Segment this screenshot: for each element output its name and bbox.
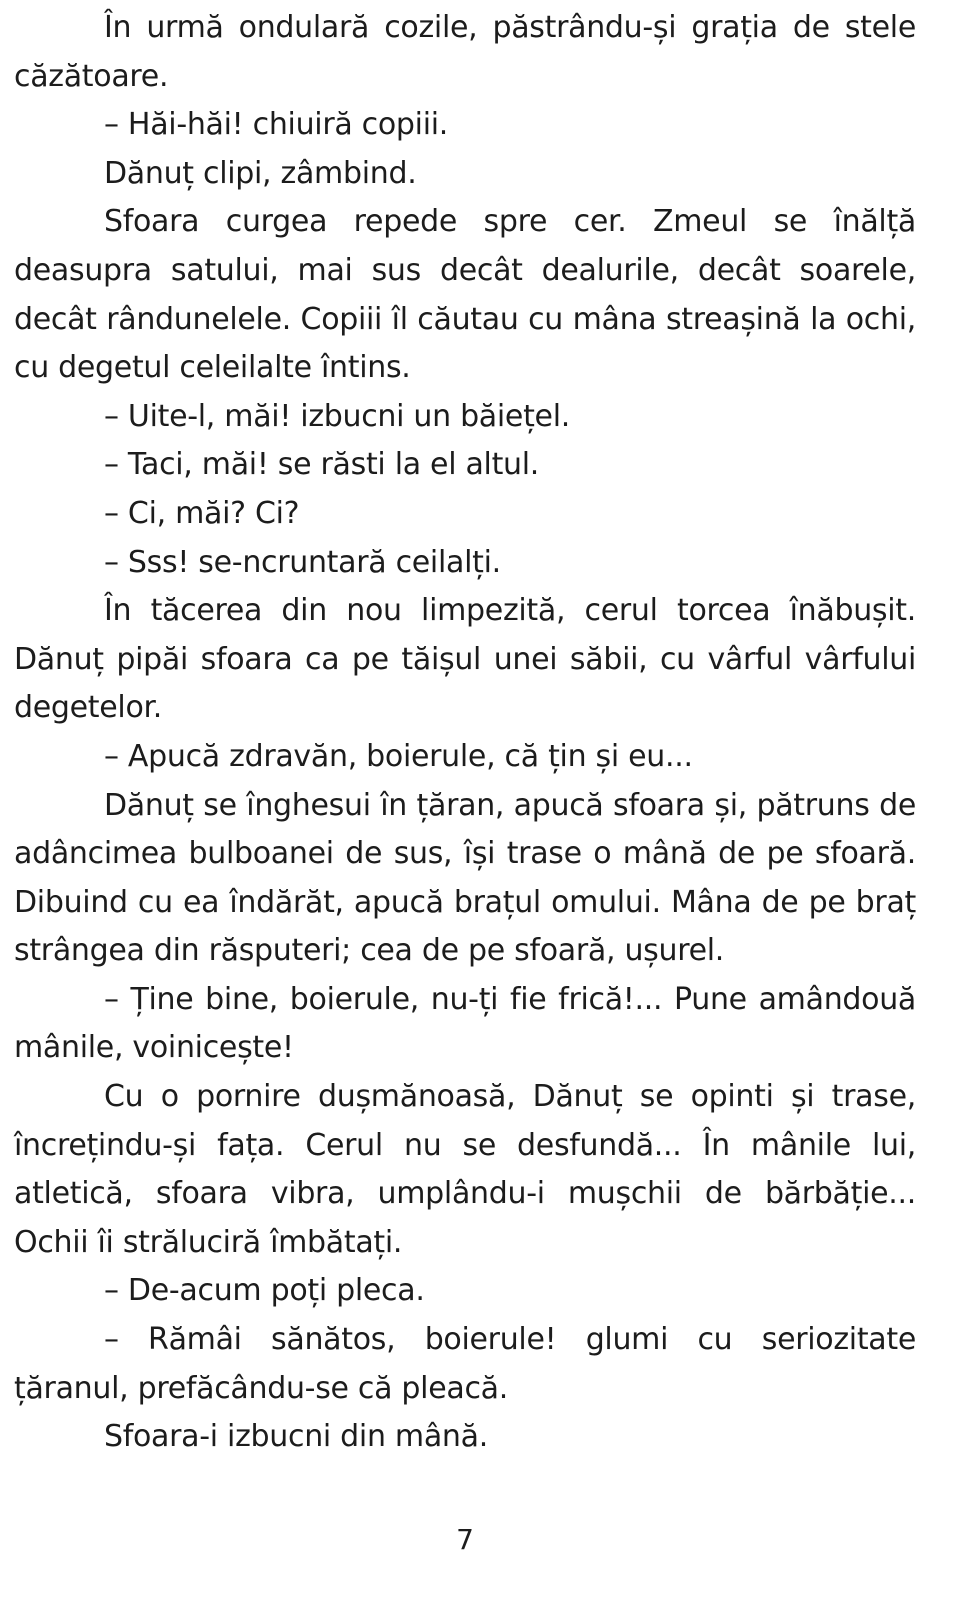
paragraph: Dănuț clipi, zâmbind. [104,155,417,191]
page-number: 7 [456,1523,474,1556]
paragraph: – Sss! se-ncruntară ceilalți. [104,544,501,580]
paragraph: În urmă ondulară cozile, păstrându-și grația de stele căzătoare. [14,10,916,94]
paragraph: – Uite-l, măi! izbucni un băiețel. [104,398,570,434]
paragraph: – Ține bine, boierule, nu-ți fie frică!... Pune amândouă mânile, voinicește! [14,981,916,1066]
paragraph: – Hăi-hăi! chiuiră copiii. [104,107,449,143]
paragraph: Sfoara-i izbucni din mână. [104,1419,488,1455]
paragraph: În tăcerea din nou limpezită, cerul torcea înăbușit. Dănuț pipăi sfoara ca pe tăișul unei săbii, cu vârful vârfului degetelor. [14,593,916,726]
paragraph: – Apucă zdravăn, boierule, că țin și eu... [104,738,693,774]
paragraph: Sfoara curgea repede spre cer. Zmeul se înălță deasupra satului, mai sus decât dealurile, decât soarele, decât rândunelele. Copiii îl căutau cu mâna streașină la ochi, cu degetul celeilalte întins. [14,204,916,386]
paragraph: – Taci, măi! se răsti la el altul. [104,447,540,483]
paragraph: – Ci, măi? Ci? [104,495,300,531]
paragraph: Cu o pornire dușmănoasă, Dănuț se opinti și trase, încrețindu-și fața. Cerul nu se desfundă... În mânile lui, atletică, sfoara vibra, umplându-i mușchii de bărbăție... Ochii îi străluciră îmbătați. [14,1079,916,1260]
paragraph: – De-acum poți pleca. [104,1273,425,1309]
page-text [14,4,916,1462]
paragraph: Dănuț se înghesui în țăran, apucă sfoara și, pătruns de adâncimea bulboanei de sus, își trase o mână de pe sfoară. Dibuind cu ea îndărăt, apucă brațul omului. Mâna de pe braț strângea din răsputeri; cea de pe sfoară, ușurel. [14,787,916,969]
paragraph: – Rămâi sănătos, boierule! glumi cu seriozitate țăranul, prefăcându-se că pleacă. [14,1322,916,1406]
